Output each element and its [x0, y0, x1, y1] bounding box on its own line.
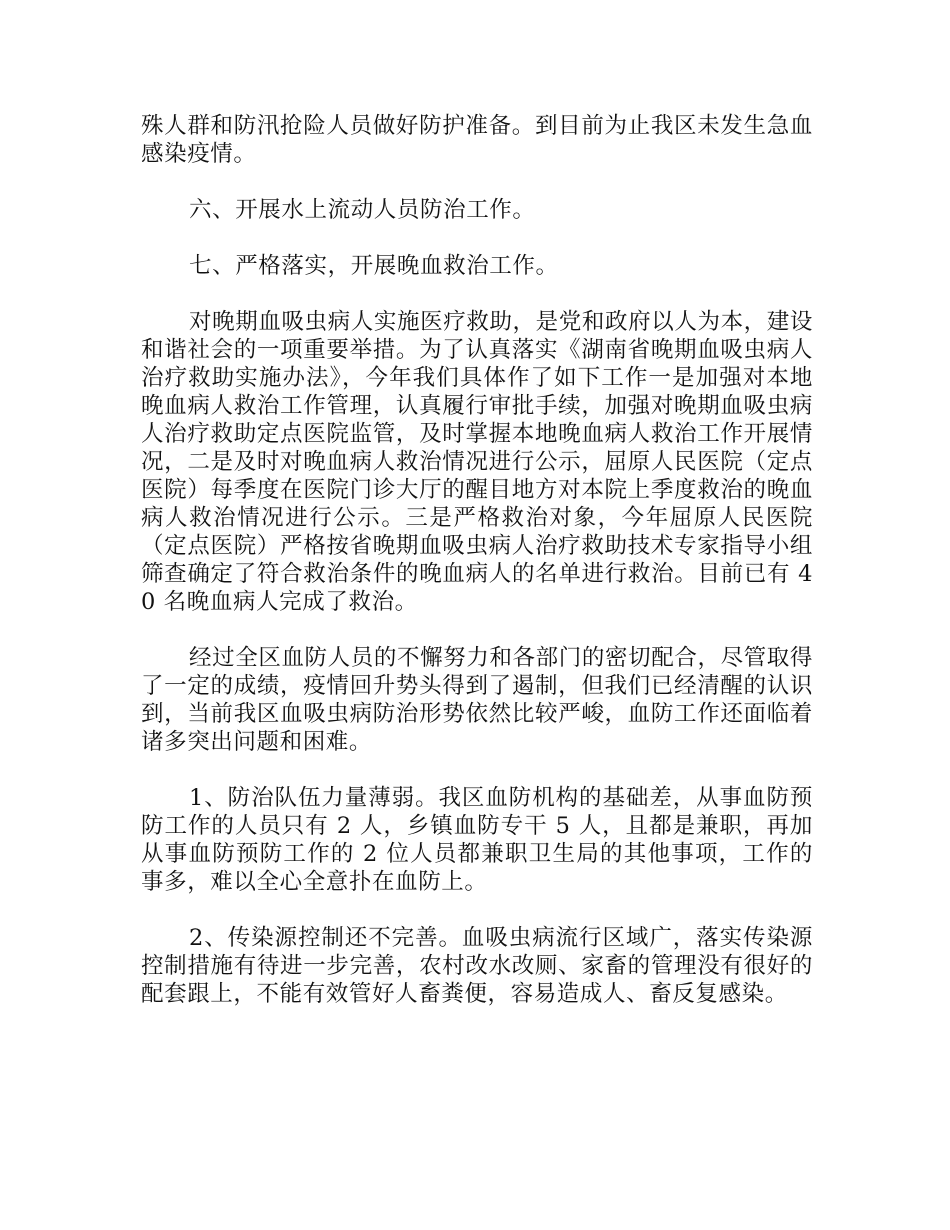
paragraph-late-stage-treatment: 对晚期血吸虫病人实施医疗救助，是党和政府以人为本，建设和谐社会的一项重要举措。为了认真落实《湖南省晚期血吸虫病人治疗救助实施办法》，今年我们具体作了如下工作一是加强对本地晚血病人救治工作管理，认真履行审批手续，加强对晚期血吸虫病人治疗救助定点医院监管，及时掌握本地晚血病人救治工作开展情况，二是及时对晚血病人救治情况进行公示，屈原人民医院（定点医院）每季度在医院门诊大厅的醒目地方对本院上季度救治的晚血病人救治情况进行公示。三是严格救治对象，今年屈原人民医院（定点医院）严格按省晚期血吸虫病人治疗救助技术专家指导小组筛查确定了符合救治条件的晚血病人的名单进行救治。目前已有 40 名晚血病人完成了救治。: [141, 309, 813, 615]
paragraph-summary: 经过全区血防人员的不懈努力和各部门的密切配合，尽管取得了一定的成绩，疫情回升势头得到了遏制，但我们已经清醒的认识到，当前我区血吸虫病防治形势依然比较严峻，血防工作还面临着诸多突出问题和困难。: [141, 645, 813, 755]
document-body: [141, 112, 813, 1036]
section-heading-7: 七、严格落实，开展晚血救治工作。: [189, 253, 559, 279]
paragraph-problem-1: 1、防治队伍力量薄弱。我区血防机构的基础差，从事血防预防工作的人员只有 2 人，乡镇血防专干 5 人，且都是兼职，再加从事血防预防工作的 2 位人员都兼职卫生局的其他事项，工作的事多，难以全心全意扑在血防上。: [141, 785, 813, 895]
paragraph-continuation: 殊人群和防汛抢险人员做好防护准备。到目前为止我区未发生急血感染疫情。: [141, 113, 813, 167]
paragraph-problem-2: 2、传染源控制还不完善。血吸虫病流行区域广，落实传染源控制措施有待进一步完善，农村改水改厕、家畜的管理没有很好的配套跟上，不能有效管好人畜粪便，容易造成人、畜反复感染。: [141, 925, 813, 1007]
section-heading-6: 六、开展水上流动人员防治工作。: [189, 197, 536, 223]
